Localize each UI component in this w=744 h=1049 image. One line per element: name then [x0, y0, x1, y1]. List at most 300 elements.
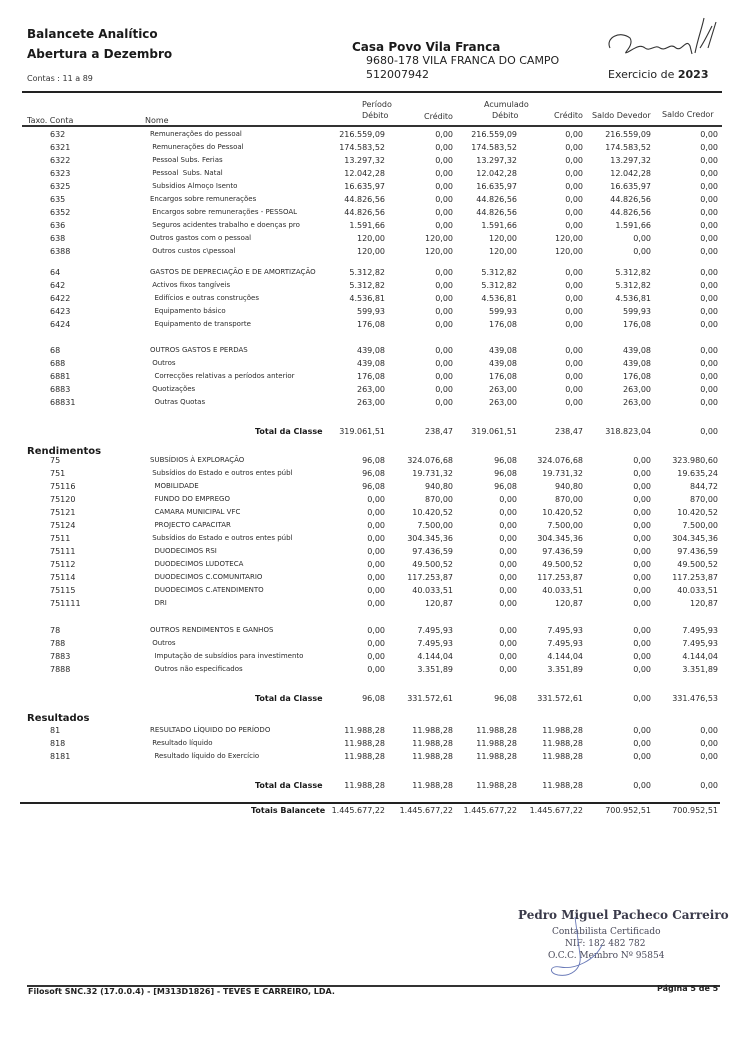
- cell-sc: 0,00: [700, 234, 718, 243]
- table-row: [0, 247, 744, 259]
- cell-pd: 599,93: [357, 307, 385, 316]
- cell-sd: 176,08: [623, 320, 651, 329]
- cell-pd: 0,00: [367, 639, 385, 648]
- total-ad: 319.061,51: [471, 427, 517, 436]
- cell-pc: 97.436,59: [412, 547, 453, 556]
- cell-pd: 44.826,56: [344, 208, 385, 217]
- table-row: [0, 752, 744, 764]
- cell-ad: 120,00: [489, 247, 517, 256]
- cell-sc: 844,72: [690, 482, 718, 491]
- account-code: 75115: [50, 586, 76, 595]
- cell-pd: 0,00: [367, 665, 385, 674]
- totals-divider: [20, 802, 720, 804]
- section-resultados: Resultados: [27, 713, 90, 724]
- account-code: 818: [50, 739, 66, 748]
- cell-sc: 19.635,24: [677, 469, 718, 478]
- cell-pd: 44.826,56: [344, 195, 385, 204]
- cell-ad: 174.583,52: [471, 143, 517, 152]
- cell-ad: 0,00: [499, 599, 517, 608]
- account-code: 6325: [50, 182, 71, 191]
- company-address: 9680-178 VILA FRANCA DO CAMPO: [366, 54, 560, 67]
- cell-pc: 0,00: [435, 372, 453, 381]
- total-ac: 1.445.677,22: [529, 806, 583, 815]
- cell-pd: 0,00: [367, 534, 385, 543]
- cell-pc: 3.351,89: [417, 665, 453, 674]
- cell-sc: 3.351,89: [682, 665, 718, 674]
- cell-pc: 0,00: [435, 195, 453, 204]
- cell-sd: 0,00: [633, 547, 651, 556]
- table-row: [0, 665, 744, 677]
- cell-ac: 120,00: [555, 247, 583, 256]
- account-name: OUTROS GASTOS E PERDAS: [150, 346, 248, 354]
- account-name: DRI: [150, 599, 167, 607]
- cell-pd: 216.559,09: [339, 130, 385, 139]
- table-row: [0, 208, 744, 220]
- report-title: Balancete Analítico: [27, 27, 158, 41]
- cell-ac: 0,00: [565, 385, 583, 394]
- cell-pc: 10.420,52: [412, 508, 453, 517]
- total-pd: 319.061,51: [339, 427, 385, 436]
- total-pd: 1.445.677,22: [331, 806, 385, 815]
- cell-ac: 0,00: [565, 320, 583, 329]
- cell-ad: 96,08: [494, 456, 517, 465]
- cell-sc: 0,00: [700, 143, 718, 152]
- cell-pd: 120,00: [357, 234, 385, 243]
- page-number: Página 5 de 5: [657, 984, 719, 993]
- cell-ad: 44.826,56: [476, 208, 517, 217]
- table-row: [0, 456, 744, 468]
- cell-pc: 40.033,51: [412, 586, 453, 595]
- cell-pd: 0,00: [367, 508, 385, 517]
- cell-ad: 176,08: [489, 372, 517, 381]
- company-name: Casa Povo Vila Franca: [352, 40, 501, 54]
- account-code: 642: [50, 281, 66, 290]
- cell-sd: 0,00: [633, 726, 651, 735]
- account-code: 6424: [50, 320, 71, 329]
- total-sc: 700.952,51: [672, 806, 718, 815]
- cell-pc: 0,00: [435, 281, 453, 290]
- account-name: Encargos sobre remunerações - PESSOAL: [150, 208, 298, 216]
- class-total-row: [0, 694, 744, 706]
- total-pd: 11.988,28: [344, 781, 385, 790]
- cell-sd: 0,00: [633, 639, 651, 648]
- cell-pd: 174.583,52: [339, 143, 385, 152]
- total-ad: 11.988,28: [476, 781, 517, 790]
- cell-sc: 4.144,04: [682, 652, 718, 661]
- cell-ac: 7.500,00: [547, 521, 583, 530]
- cell-pd: 5.312,82: [349, 281, 385, 290]
- cell-pd: 0,00: [367, 599, 385, 608]
- class-total-row: [0, 427, 744, 439]
- col-taxo-conta: Taxo. Conta: [27, 116, 74, 125]
- table-row: [0, 534, 744, 546]
- account-code: 78: [50, 626, 61, 635]
- cell-ac: 870,00: [555, 495, 583, 504]
- cell-pc: 0,00: [435, 307, 453, 316]
- cell-sd: 0,00: [633, 234, 651, 243]
- cell-ac: 0,00: [565, 372, 583, 381]
- cell-ac: 324.076,68: [537, 456, 583, 465]
- cell-ad: 0,00: [499, 560, 517, 569]
- cell-sc: 323.980,60: [672, 456, 718, 465]
- total-ac: 11.988,28: [542, 781, 583, 790]
- account-code: 632: [50, 130, 66, 139]
- cell-pc: 0,00: [435, 359, 453, 368]
- table-row: [0, 739, 744, 751]
- cell-pc: 0,00: [435, 156, 453, 165]
- cell-ad: 0,00: [499, 521, 517, 530]
- cell-sc: 0,00: [700, 221, 718, 230]
- cell-ac: 11.988,28: [542, 726, 583, 735]
- account-name: Outros custos c\pessoal: [150, 247, 236, 255]
- cell-sc: 7.495,93: [682, 639, 718, 648]
- cell-ad: 11.988,28: [476, 739, 517, 748]
- account-name: Imputação de subsídios para investimento: [150, 652, 304, 660]
- cell-ac: 4.144,04: [547, 652, 583, 661]
- cell-ad: 263,00: [489, 398, 517, 407]
- cell-sd: 44.826,56: [610, 195, 651, 204]
- table-row: [0, 495, 744, 507]
- table-row: [0, 372, 744, 384]
- account-code: 75: [50, 456, 61, 465]
- account-code: 75111: [50, 547, 76, 556]
- cell-sd: 5.312,82: [615, 281, 651, 290]
- cell-sc: 0,00: [700, 195, 718, 204]
- table-row: [0, 573, 744, 585]
- account-name: Subsidios Almoço Isento: [150, 182, 238, 190]
- cell-pd: 11.988,28: [344, 752, 385, 761]
- cell-ac: 0,00: [565, 195, 583, 204]
- cell-pc: 0,00: [435, 268, 453, 277]
- total-ad: 1.445.677,22: [463, 806, 517, 815]
- cell-pd: 96,08: [362, 456, 385, 465]
- account-name: Pessoal Subs. Natal: [150, 169, 223, 177]
- account-name: Pessoal Subs. Ferias: [150, 156, 223, 164]
- account-name: Remunerações do pessoal: [150, 130, 242, 138]
- cell-pc: 0,00: [435, 398, 453, 407]
- account-name: Seguros acidentes trabalho e doenças pro: [150, 221, 300, 229]
- header-divider: [22, 91, 722, 93]
- account-code: 68: [50, 346, 61, 355]
- class-total-row: [0, 781, 744, 793]
- account-name: Equipamento básico: [150, 307, 226, 315]
- cell-sc: 7.495,93: [682, 626, 718, 635]
- cell-pc: 120,00: [425, 247, 453, 256]
- cell-sc: 97.436,59: [677, 547, 718, 556]
- account-code: 75120: [50, 495, 76, 504]
- cell-ac: 3.351,89: [547, 665, 583, 674]
- cell-ad: 0,00: [499, 495, 517, 504]
- account-code: 6352: [50, 208, 71, 217]
- table-row: [0, 221, 744, 233]
- fiscal-year: [608, 68, 708, 81]
- cell-sc: 40.033,51: [677, 586, 718, 595]
- cell-ac: 0,00: [565, 130, 583, 139]
- table-row: [0, 143, 744, 155]
- cell-ac: 117.253,87: [537, 573, 583, 582]
- table-row: [0, 639, 744, 651]
- cell-pc: 304.345,36: [407, 534, 453, 543]
- cell-pc: 11.988,28: [412, 726, 453, 735]
- total-pc: 11.988,28: [412, 781, 453, 790]
- cell-pc: 7.495,93: [417, 639, 453, 648]
- table-row: [0, 195, 744, 207]
- cell-sd: 0,00: [633, 665, 651, 674]
- account-code: 6881: [50, 372, 71, 381]
- cell-ad: 11.988,28: [476, 752, 517, 761]
- cell-ac: 0,00: [565, 143, 583, 152]
- cell-pd: 439,08: [357, 359, 385, 368]
- account-code: 751111: [50, 599, 81, 608]
- signature-icon: [600, 8, 725, 68]
- cell-sc: 120,87: [690, 599, 718, 608]
- col-periodo-credito: Crédito: [424, 112, 453, 121]
- cell-sc: 0,00: [700, 208, 718, 217]
- account-code: 788: [50, 639, 66, 648]
- cell-sc: 0,00: [700, 739, 718, 748]
- account-name: PROJECTO CAPACITAR: [150, 521, 231, 529]
- cell-pd: 0,00: [367, 560, 385, 569]
- cell-sc: 0,00: [700, 359, 718, 368]
- col-acumulado: Acumulado: [484, 100, 529, 109]
- cell-ac: 0,00: [565, 169, 583, 178]
- account-code: 8181: [50, 752, 71, 761]
- cell-ac: 0,00: [565, 346, 583, 355]
- table-row: [0, 398, 744, 410]
- cell-ad: 0,00: [499, 639, 517, 648]
- cell-ad: 0,00: [499, 573, 517, 582]
- account-name: SUBSÍDIOS À EXPLORAÇÃO: [150, 456, 245, 464]
- cell-pc: 49.500,52: [412, 560, 453, 569]
- cell-sc: 0,00: [700, 169, 718, 178]
- total-pc: 238,47: [425, 427, 453, 436]
- cell-ad: 176,08: [489, 320, 517, 329]
- col-acumulado-debito: Débito: [492, 111, 519, 120]
- cell-pd: 263,00: [357, 385, 385, 394]
- account-code: 68831: [50, 398, 76, 407]
- cell-sc: 304.345,36: [672, 534, 718, 543]
- account-code: 6422: [50, 294, 71, 303]
- cell-ac: 49.500,52: [542, 560, 583, 569]
- cell-sd: 439,08: [623, 359, 651, 368]
- cell-pc: 0,00: [435, 143, 453, 152]
- cell-ac: 0,00: [565, 208, 583, 217]
- cell-ad: 439,08: [489, 346, 517, 355]
- table-row: [0, 307, 744, 319]
- account-code: 81: [50, 726, 61, 735]
- table-row: [0, 652, 744, 664]
- col-periodo-debito: Débito: [362, 111, 389, 120]
- cell-sc: 0,00: [700, 398, 718, 407]
- cell-sd: 0,00: [633, 482, 651, 491]
- account-code: 75121: [50, 508, 76, 517]
- cell-sc: 7.500,00: [682, 521, 718, 530]
- total-label: Total da Classe: [255, 694, 323, 703]
- account-name: Edifícios e outras construções: [150, 294, 260, 302]
- cell-pd: 12.042,28: [344, 169, 385, 178]
- cell-sc: 0,00: [700, 346, 718, 355]
- account-name: FUNDO DO EMPREGO: [150, 495, 230, 503]
- accounts-range: Contas : 11 a 89: [27, 74, 93, 83]
- table-row: [0, 599, 744, 611]
- cell-pc: 0,00: [435, 208, 453, 217]
- cell-ad: 0,00: [499, 534, 517, 543]
- account-name: Resultado líquido do Exercício: [150, 752, 260, 760]
- account-code: 688: [50, 359, 66, 368]
- total-sc: 0,00: [700, 781, 718, 790]
- cell-ac: 0,00: [565, 307, 583, 316]
- cell-ad: 0,00: [499, 626, 517, 635]
- grand-total-row: [0, 806, 744, 818]
- total-label: Total da Classe: [255, 781, 323, 790]
- cell-sc: 0,00: [700, 294, 718, 303]
- cell-ac: 120,87: [555, 599, 583, 608]
- table-row: [0, 320, 744, 332]
- cell-pd: 0,00: [367, 652, 385, 661]
- cell-sc: 0,00: [700, 247, 718, 256]
- account-code: 6883: [50, 385, 71, 394]
- cell-sd: 0,00: [633, 456, 651, 465]
- signer-nif: NIF: 182 482 782: [565, 939, 646, 949]
- table-row: [0, 560, 744, 572]
- cell-ad: 5.312,82: [481, 281, 517, 290]
- cell-sd: 1.591,66: [615, 221, 651, 230]
- cell-ad: 96,08: [494, 482, 517, 491]
- total-ac: 238,47: [555, 427, 583, 436]
- account-code: 75114: [50, 573, 76, 582]
- cell-sd: 0,00: [633, 652, 651, 661]
- total-pc: 1.445.677,22: [399, 806, 453, 815]
- cell-ac: 10.420,52: [542, 508, 583, 517]
- table-row: [0, 508, 744, 520]
- account-code: 6388: [50, 247, 71, 256]
- col-nome: Nome: [145, 116, 169, 125]
- total-sd: 318.823,04: [605, 427, 651, 436]
- report-subtitle: Abertura a Dezembro: [27, 47, 173, 61]
- table-row: [0, 586, 744, 598]
- account-code: 638: [50, 234, 66, 243]
- cell-ad: 263,00: [489, 385, 517, 394]
- account-name: Encargos sobre remunerações: [150, 195, 257, 203]
- cell-sd: 0,00: [633, 752, 651, 761]
- cell-ad: 1.591,66: [481, 221, 517, 230]
- table-row: [0, 182, 744, 194]
- cell-sc: 0,00: [700, 281, 718, 290]
- table-row: [0, 626, 744, 638]
- account-name: Outros: [150, 639, 176, 647]
- cell-ac: 0,00: [565, 221, 583, 230]
- cell-sd: 599,93: [623, 307, 651, 316]
- cell-pc: 0,00: [435, 182, 453, 191]
- cell-sc: 0,00: [700, 182, 718, 191]
- cell-pd: 176,08: [357, 372, 385, 381]
- cell-ac: 19.731,32: [542, 469, 583, 478]
- cell-sd: 4.536,81: [615, 294, 651, 303]
- cell-ad: 16.635,97: [476, 182, 517, 191]
- cell-ad: 13.297,32: [476, 156, 517, 165]
- account-code: 6321: [50, 143, 71, 152]
- cell-pc: 11.988,28: [412, 752, 453, 761]
- cell-pc: 11.988,28: [412, 739, 453, 748]
- cell-ac: 11.988,28: [542, 739, 583, 748]
- total-label: Total da Classe: [255, 427, 323, 436]
- account-code: 75116: [50, 482, 76, 491]
- cell-sc: 0,00: [700, 726, 718, 735]
- cell-ac: 0,00: [565, 156, 583, 165]
- cell-ac: 0,00: [565, 268, 583, 277]
- cell-sd: 176,08: [623, 372, 651, 381]
- cell-ac: 7.495,93: [547, 639, 583, 648]
- cell-pd: 120,00: [357, 247, 385, 256]
- fiscal-year-value: 2023: [677, 68, 709, 81]
- cell-pc: 120,87: [425, 599, 453, 608]
- table-row: [0, 547, 744, 559]
- cell-ad: 0,00: [499, 586, 517, 595]
- col-saldo-devedor: Saldo Devedor: [592, 111, 651, 120]
- cell-ad: 11.988,28: [476, 726, 517, 735]
- account-name: Outros: [150, 359, 176, 367]
- table-row: [0, 469, 744, 481]
- account-name: Outros não especificados: [150, 665, 243, 673]
- cell-sd: 0,00: [633, 534, 651, 543]
- account-name: DUODECIMOS C.COMUNITARIO: [150, 573, 263, 581]
- cell-sd: 0,00: [633, 586, 651, 595]
- column-header-divider: [22, 125, 722, 127]
- account-code: 64: [50, 268, 61, 277]
- cell-sc: 10.420,52: [677, 508, 718, 517]
- account-code: 7511: [50, 534, 71, 543]
- cell-sd: 5.312,82: [615, 268, 651, 277]
- cell-ad: 216.559,09: [471, 130, 517, 139]
- account-name: Outros gastos com o pessoal: [150, 234, 252, 242]
- table-row: [0, 130, 744, 142]
- table-row: [0, 346, 744, 358]
- cell-sd: 12.042,28: [610, 169, 651, 178]
- account-code: 635: [50, 195, 66, 204]
- table-row: [0, 385, 744, 397]
- table-row: [0, 281, 744, 293]
- account-name: DUODECIMOS C.ATENDIMENTO: [150, 586, 264, 594]
- cell-pd: 16.635,97: [344, 182, 385, 191]
- cell-ac: 0,00: [565, 398, 583, 407]
- cell-ad: 0,00: [499, 547, 517, 556]
- cell-ac: 97.436,59: [542, 547, 583, 556]
- cell-pc: 117.253,87: [407, 573, 453, 582]
- cell-pc: 4.144,04: [417, 652, 453, 661]
- table-row: [0, 294, 744, 306]
- cell-pc: 0,00: [435, 320, 453, 329]
- cell-ad: 0,00: [499, 652, 517, 661]
- cell-pd: 0,00: [367, 495, 385, 504]
- cell-sd: 0,00: [633, 469, 651, 478]
- account-name: CAMARA MUNICIPAL VFC: [150, 508, 241, 516]
- account-name: Equipamento de transporte: [150, 320, 251, 328]
- table-row: [0, 234, 744, 246]
- cell-sd: 263,00: [623, 385, 651, 394]
- cell-pd: 1.591,66: [349, 221, 385, 230]
- account-name: Outras Quotas: [150, 398, 206, 406]
- total-sd: 0,00: [633, 781, 651, 790]
- cell-pd: 4.536,81: [349, 294, 385, 303]
- account-name: OUTROS RENDIMENTOS E GANHOS: [150, 626, 274, 634]
- account-code: 636: [50, 221, 66, 230]
- total-sc: 331.476,53: [672, 694, 718, 703]
- cell-pd: 11.988,28: [344, 726, 385, 735]
- account-name: Subsídios do Estado e outros entes públ: [150, 534, 293, 542]
- account-name: Resultado líquido: [150, 739, 213, 747]
- total-ad: 96,08: [494, 694, 517, 703]
- cell-pc: 0,00: [435, 294, 453, 303]
